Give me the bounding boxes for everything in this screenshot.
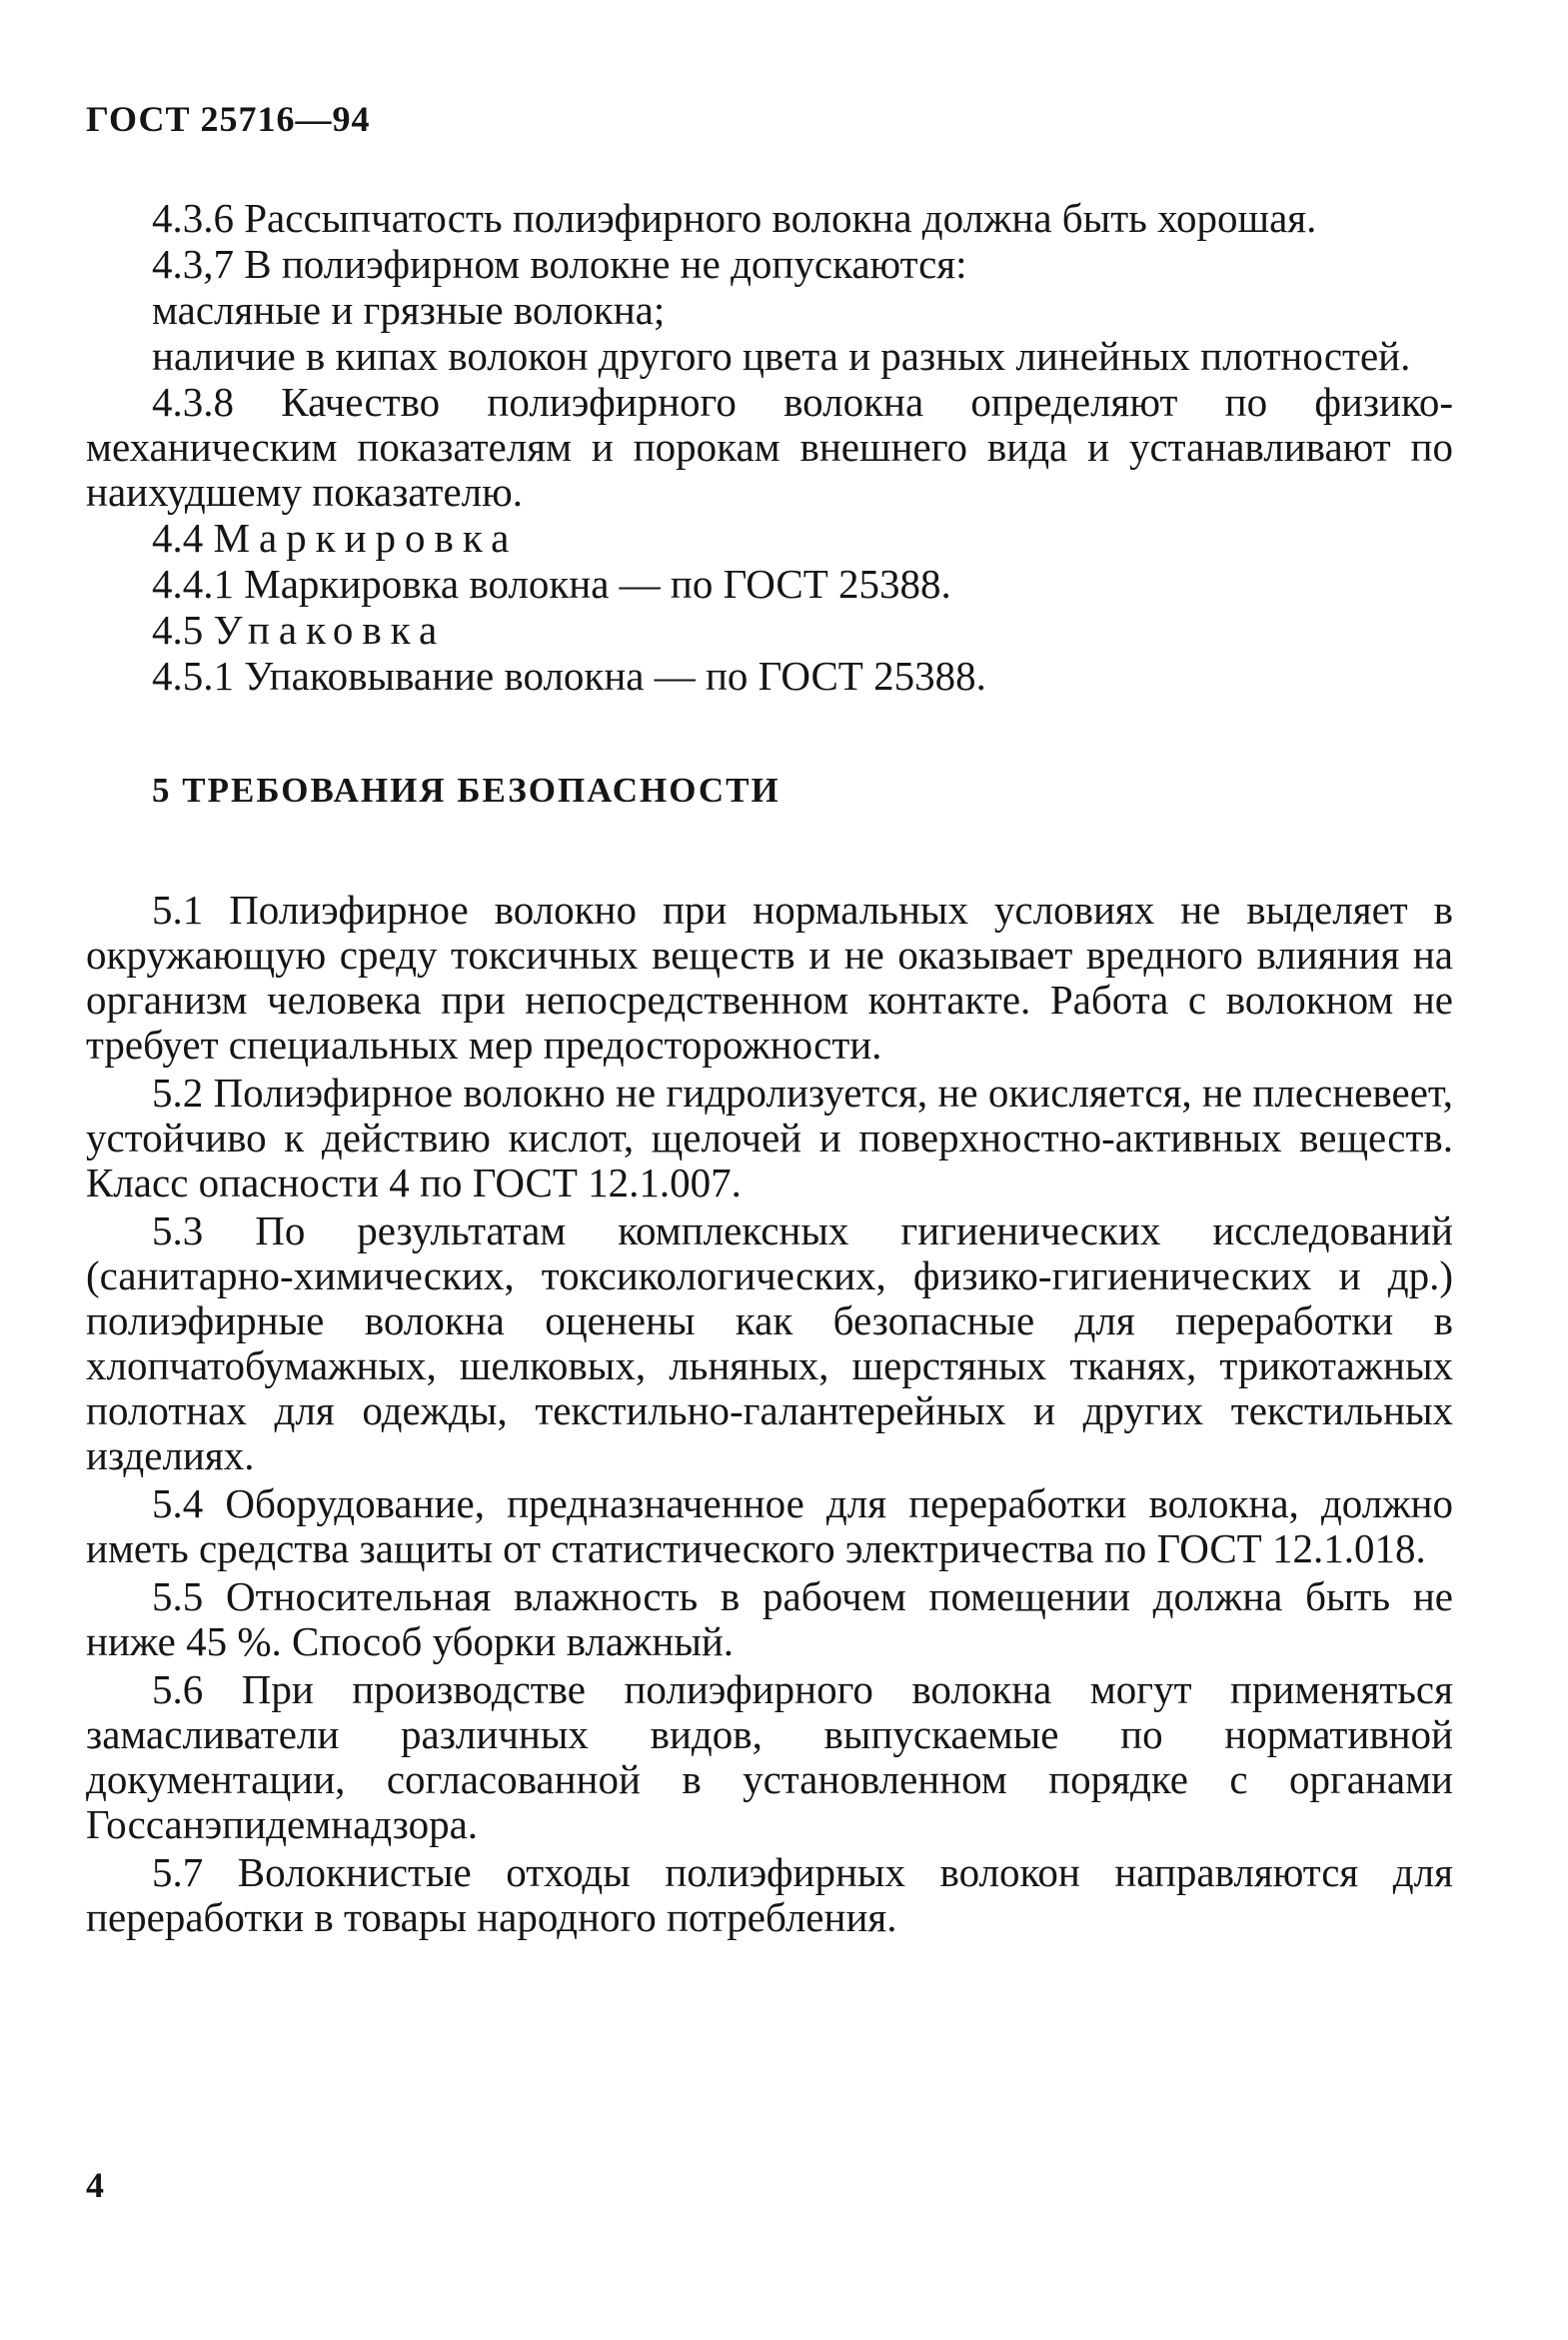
paragraph-5-7: 5.7 Волокнистые отходы полиэфирных волокон направляются для переработки в товары народного потребления. <box>86 1849 1453 1940</box>
paragraph-5-1: 5.1 Полиэфирное волокно при нормальных условиях не выделяет в окружающую среду токсичных веществ и не оказывает вредного влияния на организм человека при непосредственном контакте. Работа с волокном не требует специальных мер предосторожности. <box>86 887 1453 1068</box>
paragraph-5-3: 5.3 По результатам комплексных гигиенических исследований (санитарно-химических, токсикологических, физико-гигиенических и др.) полиэфирные волокна оценены как безопасные для переработки в хлопчатобумажных, шелковых, льняных, шерстяных тканях, трикотажных полотнах для одежды, текстильно-галантерейных и других текстильных изделиях. <box>86 1207 1453 1478</box>
paragraph-4-3-7-item-2: наличие в кипах волокон другого цвета и разных линейных плотностей. <box>152 333 1411 379</box>
document-code-header: ГОСТ 25716—94 <box>86 99 371 139</box>
page-content <box>86 196 1453 1943</box>
section-5-title: 5 ТРЕБОВАНИЯ БЕЗОПАСНОСТИ <box>152 771 781 810</box>
subsection-title: Упаковка <box>213 607 447 653</box>
paragraph-5-5: 5.5 Относительная влажность в рабочем помещении должна быть не ниже 45 %. Способ уборки влажный. <box>86 1573 1453 1664</box>
subsection-number: 4.4 <box>152 515 204 561</box>
paragraph-5-6: 5.6 При производстве полиэфирного волокна могут применяться замасливатели различных видов, выпускаемые по нормативной документации, согласованной в установленном порядке с органами Госсанэпидемнадзора. <box>86 1666 1453 1847</box>
paragraph-5-4: 5.4 Оборудование, предназначенное для переработки волокна, должно иметь средства защиты от статистического электричества по ГОСТ 12.1.018. <box>86 1480 1453 1571</box>
page-number: 4 <box>86 2165 104 2205</box>
paragraph-4-5-1: 4.5.1 Упаковывание волокна — по ГОСТ 25388. <box>152 653 986 699</box>
subsection-number: 4.5 <box>152 607 204 653</box>
paragraph-4-3-8: 4.3.8 Качество полиэфирного волокна определяют по физико-механическим показателям и порокам внешнего вида и устанавливают по наихудшему показателю. <box>86 379 1453 515</box>
section-5-body <box>86 888 1453 1940</box>
paragraph-4-3-7-item-1: масляные и грязные волокна; <box>152 287 666 333</box>
subsection-heading-4-4 <box>86 516 1453 561</box>
paragraph-5-2: 5.2 Полиэфирное волокно не гидролизуется, не окисляется, не плесневеет, устойчиво к действию кислот, щелочей и поверхностно-активных веществ. Класс опасности 4 по ГОСТ 12.1.007. <box>86 1070 1453 1205</box>
paragraph-4-3-6: 4.3.6 Рассыпчатость полиэфирного волокна должна быть хорошая. <box>152 195 1317 241</box>
paragraph-4-3-7: 4.3,7 В полиэфирном волокне не допускаются: <box>152 241 967 287</box>
subsection-title: Маркировка <box>213 515 519 561</box>
paragraph-4-4-1: 4.4.1 Маркировка волокна — по ГОСТ 25388. <box>152 561 951 607</box>
subsection-heading-4-5 <box>86 608 1453 653</box>
